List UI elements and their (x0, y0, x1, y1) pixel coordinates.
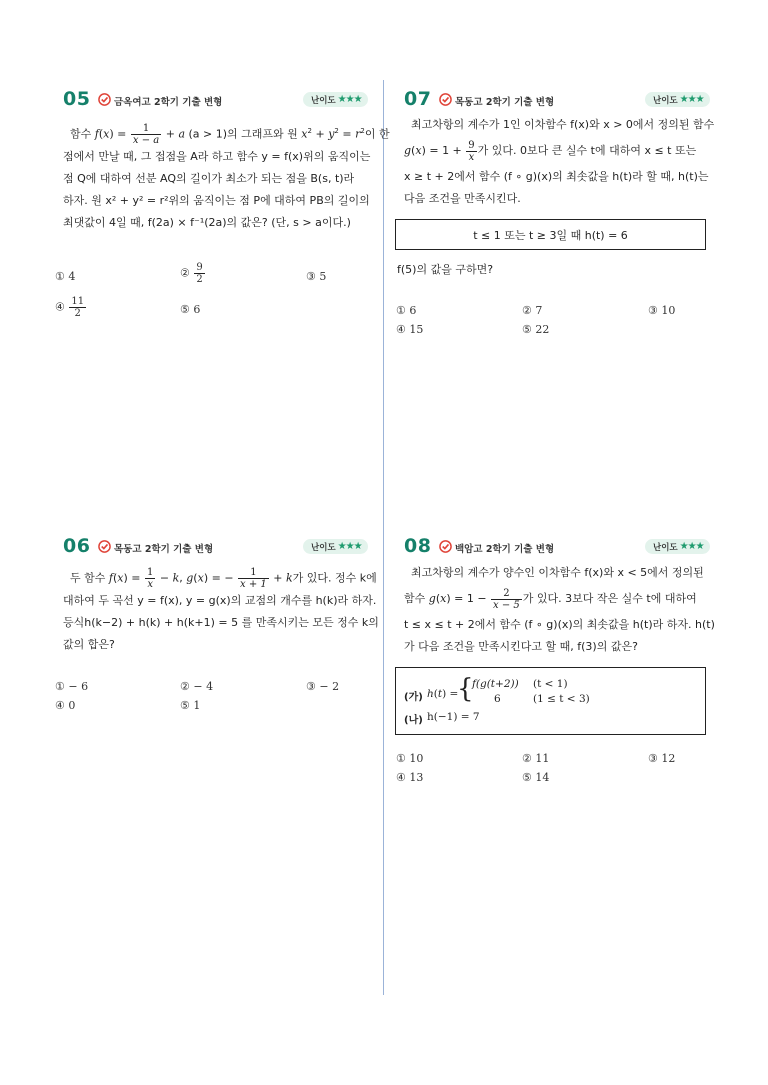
difficulty-badge (303, 539, 368, 554)
problem-08-header (404, 537, 704, 559)
choice-4[interactable]: ④ 0 (55, 699, 76, 712)
choice-5[interactable]: ⑤ 1 (180, 699, 201, 712)
text-line: 하자. 원 x² + y² = r²위의 움직이는 점 P에 대하여 PB의 길이의 (63, 194, 370, 208)
choice-4[interactable]: ④ $\frac{11}{2}$ (55, 296, 85, 319)
column-divider (383, 80, 384, 995)
problem-07-header (404, 90, 704, 112)
difficulty-label: 난이도 (311, 542, 336, 553)
difficulty-badge (645, 539, 710, 554)
problem-05-header (63, 90, 363, 112)
problem-number: 05 (63, 88, 91, 110)
choice-2[interactable]: ② $\frac{9}{2}$ (180, 262, 203, 285)
check-badge-icon (439, 540, 452, 553)
difficulty-stars: ★★★ (337, 94, 362, 105)
difficulty-label: 난이도 (653, 95, 678, 106)
choice-3[interactable]: ③ 5 (306, 270, 327, 283)
problem-source: 목동고 2학기 기출 변형 (114, 544, 214, 555)
condition-box (395, 667, 706, 735)
problem-number: 07 (404, 88, 432, 110)
text-line: 가 다음 조건을 만족시킨다고 할 때, f(3)의 값은? (404, 640, 638, 653)
text-line: 점에서 만날 때, 그 접점을 A라 하고 함수 y = f(x)위의 움직이는 (63, 150, 371, 164)
choice-1[interactable]: ① 10 (396, 752, 424, 765)
choice-label: ② (180, 266, 190, 280)
condition-a-label: (가) (404, 692, 423, 703)
choice-5[interactable]: ⑤ 6 (180, 303, 201, 316)
problem-number: 06 (63, 535, 91, 557)
problem-07-question (397, 259, 493, 281)
text-line: 등식h(k−2) + h(k) + h(k+1) = 5 를 만족시키는 모든 정수 k의 (63, 616, 379, 629)
choice-3[interactable]: ③ 10 (648, 304, 676, 317)
difficulty-badge (303, 92, 368, 107)
choice-3[interactable]: ③ 12 (648, 752, 676, 765)
problem-source: 금옥여고 2학기 기출 변형 (114, 97, 223, 108)
text-line: 대하여 두 곡선 y = f(x), y = g(x)의 교점의 개수를 h(k)라 하자. (63, 594, 377, 607)
condition-a-bottom: 6 (494, 693, 501, 705)
brace-icon: { (457, 674, 474, 704)
difficulty-stars: ★★★ (679, 541, 704, 552)
problem-source: 목동고 2학기 기출 변형 (455, 97, 555, 108)
condition-box (395, 219, 706, 250)
check-badge-icon (98, 93, 111, 106)
choice-1[interactable]: ① 6 (396, 304, 417, 317)
problem-06-text: 두 함수 f(x) = $\frac{1}{x}$ − k, g(x) = − $\frac{1}{x + 1}$ + k가 있다. 정수 k에 대하여 두 곡선 y = f(x), y = g(x)의 교점의 개수를 h(k)라 하자. 등식h(k−2) + h(k) + h(k+1) = 5 를 만족시키는 모든 정수 k의 값의 합은? (63, 567, 373, 656)
choice-4[interactable]: ④ 15 (396, 323, 424, 336)
problem-06-header (63, 537, 363, 559)
problem-number: 08 (404, 535, 432, 557)
choice-3[interactable]: ③ − 2 (306, 680, 340, 693)
condition-a-top-range: (t < 1) (533, 678, 568, 690)
text-line: 값의 합은? (63, 638, 115, 651)
difficulty-label: 난이도 (311, 95, 336, 106)
text-line: 점 Q에 대하여 선분 AQ의 길이가 최소가 되는 점을 B(s, t)라 (63, 172, 355, 186)
choice-2[interactable]: ② − 4 (180, 680, 214, 693)
problem-05-text: 함수 f(x) = $\frac{1}{x - a}$ + a (a > 1)의 그래프와 원 $x^2 + y^2 = r^2$이 한 점에서 만날 때, 그 접점을 A라 하고 함수 y = f(x)위의 움직이는 점 Q에 대하여 선분 AQ의 길이가 최소가 되는 점을 B(s, t)라 하자. 원 x² + y² = r²위의 움직이는 점 P에 대하여 PB의 길이의 최댓값이 4일 때, f(2a) × f⁻¹(2a)의 값은? (단, s > a이다.) (63, 120, 373, 234)
difficulty-badge (645, 92, 710, 107)
choice-5[interactable]: ⑤ 22 (522, 323, 550, 336)
text-line: 최고차항의 계수가 양수인 이차함수 f(x)와 x < 5에서 정의된 (411, 566, 704, 579)
condition-a-bottom-range: (1 ≤ t < 3) (533, 693, 590, 705)
choice-5[interactable]: ⑤ 14 (522, 771, 550, 784)
text-line: 이 한 (364, 127, 390, 141)
text-line: f(5)의 값을 구하면? (397, 263, 494, 276)
text-line: 함수 (404, 592, 426, 605)
problem-source: 백암고 2학기 기출 변형 (455, 544, 555, 555)
text-line: 함수 (70, 127, 92, 141)
condition-a-top: f(g(t+2)) (472, 678, 519, 690)
text-line: (a > 1)의 그래프와 원 (188, 127, 298, 141)
condition-text: t ≤ 1 또는 t ≥ 3일 때 h(t) = 6 (473, 228, 628, 242)
text-line: t ≤ x ≤ t + 2에서 함수 (f ∘ g)(x)의 최솟값을 h(t)라 하자. h(t) (404, 618, 715, 631)
problem-07-text: 최고차항의 계수가 1인 이차함수 f(x)와 x > 0에서 정의된 함수 g(x) = 1 + $\frac{9}{x}$ 가 있다. 0보다 큰 실수 t에 대하여 x ≤ t 또는 x ≥ t + 2에서 함수 (f ∘ g)(x)의 최솟값을 h(t)라 할 때, h(t)는 다음 조건을 만족시킨다. (404, 114, 714, 210)
choice-2[interactable]: ② 11 (522, 752, 550, 765)
text-line: 두 함수 (70, 571, 106, 585)
condition-a-lhs: h(t) = (427, 688, 459, 700)
fraction: $\frac{1}{x - a}$ (132, 123, 160, 147)
choice-label: ④ (55, 300, 65, 314)
text-line: 가 있다. 3보다 작은 실수 t에 대하여 (522, 592, 697, 605)
difficulty-stars: ★★★ (679, 94, 704, 105)
text-line: 가 있다. 0보다 큰 실수 t에 대하여 x ≤ t 또는 (477, 144, 697, 157)
condition-b: h(−1) = 7 (427, 711, 480, 723)
text-line: 최고차항의 계수가 1인 이차함수 f(x)와 x > 0에서 정의된 함수 (411, 118, 715, 131)
difficulty-label: 난이도 (653, 542, 678, 553)
problem-08-text: 최고차항의 계수가 양수인 이차함수 f(x)와 x < 5에서 정의된 함수 g(x) = 1 − $\frac{2}{x - 5}$ 가 있다. 3보다 작은 실수 t에 대하여 t ≤ x ≤ t + 2에서 함수 (f ∘ g)(x)의 최솟값을 h(t)라 하자. h(t) 가 다음 조건을 만족시킨다고 할 때, f(3)의 값은? (404, 562, 714, 658)
text-line: x ≥ t + 2에서 함수 (f ∘ g)(x)의 최솟값을 h(t)라 할 때, h(t)는 (404, 170, 709, 183)
text-line: 가 있다. 정수 k에 (292, 571, 377, 585)
text-line: 다음 조건을 만족시킨다. (404, 192, 521, 205)
check-badge-icon (98, 540, 111, 553)
choice-4[interactable]: ④ 13 (396, 771, 424, 784)
condition-b-label: (나) (404, 715, 423, 726)
difficulty-stars: ★★★ (337, 541, 362, 552)
choice-1[interactable]: ① 4 (55, 270, 76, 283)
check-badge-icon (439, 93, 452, 106)
choice-2[interactable]: ② 7 (522, 304, 543, 317)
choice-1[interactable]: ① − 6 (55, 680, 89, 693)
text-line: 최댓값이 4일 때, f(2a) × f⁻¹(2a)의 값은? (단, s > a이다.) (63, 216, 351, 230)
